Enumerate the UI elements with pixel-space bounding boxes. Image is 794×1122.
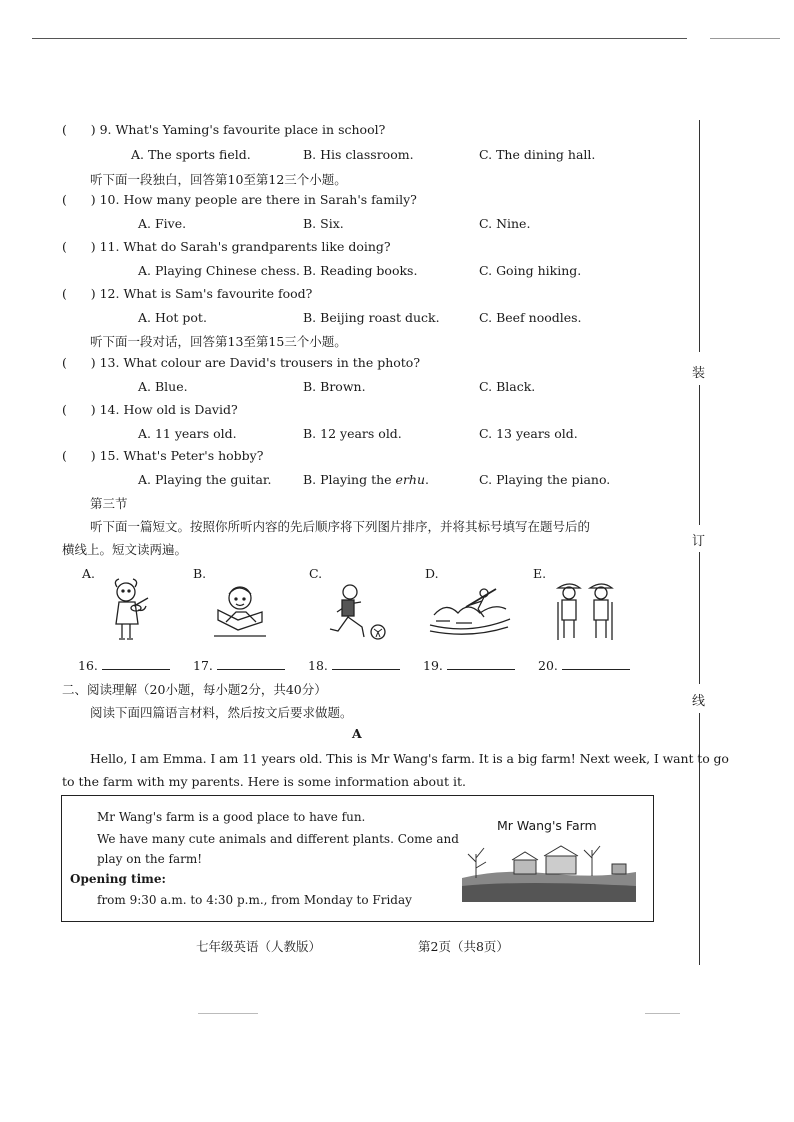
blank-18 [308, 657, 400, 673]
box-line-3: play on the farm! [97, 852, 203, 866]
footer-rule [198, 1013, 258, 1014]
football-boy-image [320, 582, 390, 644]
margin-char-ding: 订 [692, 534, 706, 549]
farm-scene-image [462, 838, 636, 902]
answer-bracket[interactable]: ( ) [62, 286, 96, 301]
answer-bracket[interactable]: ( ) [62, 355, 96, 370]
part-2-title: 二、阅读理解（20小题，每小题2分，共40分） [62, 682, 327, 697]
blank-19 [423, 657, 515, 673]
instruction-13-15: 听下面一段对话，回答第13至第15三个小题。 [90, 334, 347, 349]
part-2-instruction: 阅读下面四篇语言材料，然后按文后要求做题。 [90, 705, 353, 720]
option-c: C. The dining hall. [479, 147, 596, 162]
option-a: A. Five. [138, 216, 187, 231]
blank-16 [78, 657, 170, 673]
blank-number: 16. [78, 658, 98, 673]
question-text: What colour are David's trousers in the photo? [123, 355, 421, 370]
option-c: C. Black. [479, 379, 536, 394]
question-10: ( ) 10. How many people are there in Sarah's family? [62, 192, 417, 207]
question-13: ( ) 13. What colour are David's trousers in the photo? [62, 355, 421, 370]
pic-label-c: C. [309, 566, 323, 581]
question-14: ( ) 14. How old is David? [62, 402, 238, 417]
pic-label-d: D. [425, 566, 439, 581]
pic-label-e: E. [533, 566, 547, 581]
margin-line [699, 552, 700, 684]
answer-blank[interactable] [102, 657, 170, 670]
blank-20 [538, 657, 630, 673]
passage-heading: A [352, 726, 362, 741]
option-c: C. Playing the piano. [479, 472, 611, 487]
option-a: A. Playing Chinese chess. [138, 263, 301, 278]
option-c: C. Going hiking. [479, 263, 582, 278]
option-a: A. Hot pot. [138, 310, 207, 325]
top-rule-right [710, 38, 780, 39]
passage-line-2: to the farm with my parents. Here is some information about it. [62, 774, 467, 789]
question-text: What's Peter's hobby? [123, 448, 264, 463]
question-text: What do Sarah's grandparents like doing? [123, 239, 391, 254]
passage-line-1: Hello, I am Emma. I am 11 years old. This is Mr Wang's farm. It is a big farm! Next week, I want to go [90, 751, 729, 766]
question-12: ( ) 12. What is Sam's favourite food? [62, 286, 313, 301]
opening-time-text: from 9:30 a.m. to 4:30 p.m., from Monday to Friday [97, 893, 412, 907]
option-a: A. The sports field. [131, 147, 251, 162]
option-b [303, 472, 429, 487]
question-text: What is Sam's favourite food? [123, 286, 313, 301]
blank-number: 17. [193, 658, 213, 673]
farm-title: Mr Wang's Farm [497, 818, 597, 833]
question-number: 15 [99, 448, 116, 463]
pic-label-a: A. [82, 566, 96, 581]
option-b: B. Beijing roast duck. [303, 310, 440, 325]
option-b: B. Six. [303, 216, 344, 231]
option-a: A. Blue. [138, 379, 188, 394]
margin-line [699, 120, 700, 352]
question-text: How old is David? [123, 402, 238, 417]
option-b: B. 12 years old. [303, 426, 402, 441]
section-3-instruction: 听下面一篇短文。按照你所听内容的先后顺序将下列图片排序，并将其标号填写在题号后的 [90, 519, 591, 534]
footer-rule [645, 1013, 680, 1014]
margin-line [699, 385, 700, 525]
blank-number: 18. [308, 658, 328, 673]
reading-boy-image [212, 582, 268, 638]
question-9: ( ) 9. What's Yaming's favourite place in school? [62, 122, 386, 137]
footer-subject: 七年级英语（人教版） [196, 939, 322, 954]
question-number: 13 [99, 355, 116, 370]
blank-number: 19. [423, 658, 443, 673]
question-number: 11 [99, 239, 116, 254]
answer-bracket[interactable]: ( ) [62, 192, 96, 207]
question-text: What's Yaming's favourite place in school? [115, 122, 386, 137]
option-a: A. 11 years old. [138, 426, 237, 441]
hiking-grandparents-image [552, 578, 618, 644]
answer-bracket[interactable]: ( ) [62, 402, 96, 417]
option-b: B. Reading books. [303, 263, 418, 278]
option-c: C. Nine. [479, 216, 531, 231]
boating-image [426, 585, 512, 641]
margin-char-xian: 线 [692, 694, 706, 709]
question-number: 10 [99, 192, 116, 207]
question-11: ( ) 11. What do Sarah's grandparents like doing? [62, 239, 391, 254]
blank-17 [193, 657, 285, 673]
instruction-10-12: 听下面一段独白，回答第10至第12三个小题。 [90, 172, 347, 187]
answer-blank[interactable] [217, 657, 285, 670]
top-rule [32, 38, 687, 39]
question-number: 9 [99, 122, 108, 137]
box-line-1: Mr Wang's farm is a good place to have fun. [97, 810, 366, 824]
question-number: 14 [99, 402, 116, 417]
opening-time-label: Opening time: [70, 872, 166, 886]
answer-blank[interactable] [562, 657, 630, 670]
box-line-2: We have many cute animals and different plants. Come and [97, 832, 459, 846]
question-15: ( ) 15. What's Peter's hobby? [62, 448, 264, 463]
answer-bracket[interactable]: ( ) [62, 239, 96, 254]
option-b-text: B. Playing the [303, 472, 392, 487]
pic-label-b: B. [193, 566, 207, 581]
section-3-instruction-cont: 横线上。短文读两遍。 [62, 542, 188, 557]
footer-page-number: 第2页（共8页） [418, 939, 509, 954]
option-b: B. His classroom. [303, 147, 414, 162]
option-b-end: . [425, 472, 430, 487]
margin-char-zhuang: 装 [692, 366, 706, 381]
question-text: How many people are there in Sarah's family? [123, 192, 417, 207]
answer-blank[interactable] [447, 657, 515, 670]
option-b: B. Brown. [303, 379, 366, 394]
blank-number: 20. [538, 658, 558, 673]
option-b-italic: erhu [395, 472, 426, 487]
option-a: A. Playing the guitar. [138, 472, 272, 487]
option-c: C. 13 years old. [479, 426, 578, 441]
answer-bracket[interactable]: ( ) [62, 448, 96, 463]
answer-blank[interactable] [332, 657, 400, 670]
answer-bracket[interactable]: ( ) [62, 122, 96, 137]
question-number: 12 [99, 286, 116, 301]
section-3-title: 第三节 [90, 496, 128, 511]
violin-girl-image [104, 578, 154, 644]
option-c: C. Beef noodles. [479, 310, 582, 325]
